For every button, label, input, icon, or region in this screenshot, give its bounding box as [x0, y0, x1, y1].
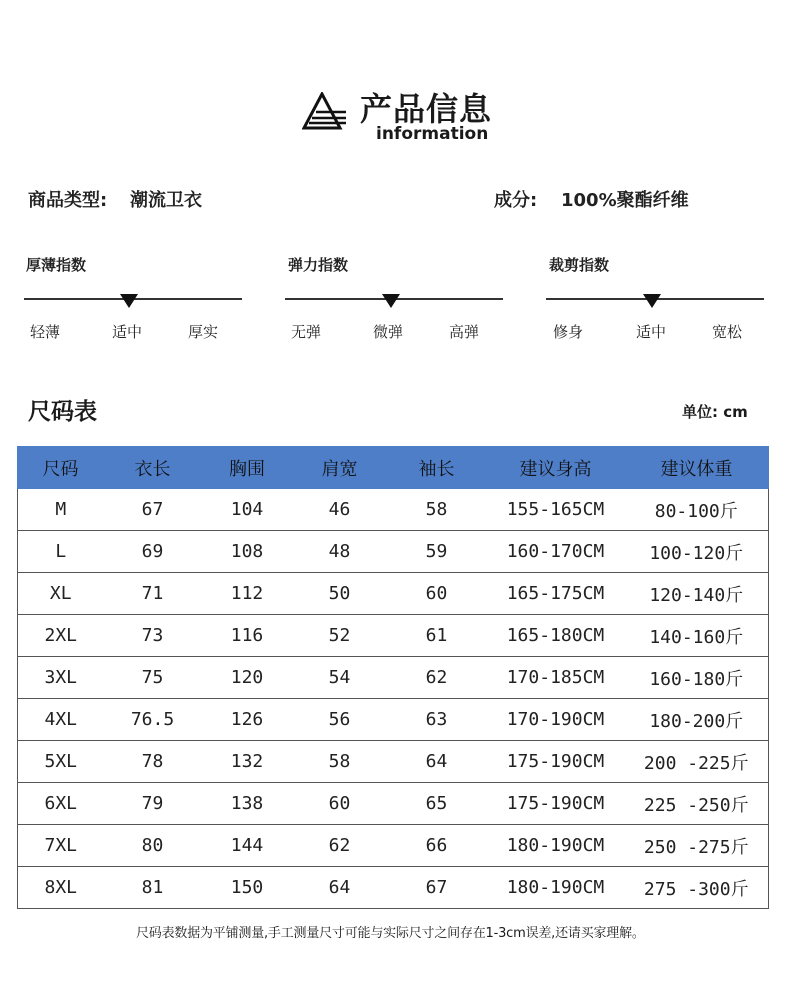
height-cell: 165-180CM: [487, 615, 625, 657]
length-cell: 81: [104, 867, 202, 909]
shoulder-cell: 48: [293, 531, 387, 573]
chest-cell: 112: [202, 573, 293, 615]
size-cell: L: [18, 531, 104, 573]
chest-cell: 150: [202, 867, 293, 909]
length-cell: 78: [104, 741, 202, 783]
size-table: [17, 446, 769, 909]
size-cell: 8XL: [18, 867, 104, 909]
thickness-indicator-icon: [120, 294, 138, 308]
sleeve-cell: 67: [387, 867, 487, 909]
sleeve-cell: 65: [387, 783, 487, 825]
table-row: [18, 783, 769, 825]
sleeve-cell: 58: [387, 489, 487, 531]
weight-cell: 140-160斤: [625, 615, 769, 657]
length-cell: 75: [104, 657, 202, 699]
sleeve-cell: 61: [387, 615, 487, 657]
elasticity-label-high: 高弹: [449, 323, 480, 341]
size-table-title: 尺码表: [28, 399, 97, 425]
elasticity-index-title: 弹力指数: [288, 256, 349, 274]
column-header: 袖长: [387, 447, 487, 489]
size-cell: 2XL: [18, 615, 104, 657]
table-row: [18, 825, 769, 867]
weight-cell: 225 -250斤: [625, 783, 769, 825]
chest-cell: 144: [202, 825, 293, 867]
length-cell: 71: [104, 573, 202, 615]
table-row: [18, 489, 769, 531]
sleeve-cell: 64: [387, 741, 487, 783]
product-type-value: 潮流卫衣: [130, 190, 202, 211]
size-cell: M: [18, 489, 104, 531]
thickness-index-title: 厚薄指数: [26, 256, 87, 274]
shoulder-cell: 56: [293, 699, 387, 741]
page-title: 产品信息: [360, 90, 493, 128]
weight-cell: 275 -300斤: [625, 867, 769, 909]
sleeve-cell: 59: [387, 531, 487, 573]
shoulder-cell: 50: [293, 573, 387, 615]
shoulder-cell: 46: [293, 489, 387, 531]
table-row: [18, 573, 769, 615]
length-cell: 79: [104, 783, 202, 825]
thickness-label-mid: 适中: [112, 323, 143, 341]
table-row: [18, 741, 769, 783]
elasticity-indicator-icon: [382, 294, 400, 308]
column-header: 衣长: [104, 447, 202, 489]
height-cell: 170-190CM: [487, 699, 625, 741]
cut-index-title: 裁剪指数: [549, 256, 610, 274]
chest-cell: 126: [202, 699, 293, 741]
cut-indicator-icon: [643, 294, 661, 308]
height-cell: 175-190CM: [487, 741, 625, 783]
page-subtitle: information: [376, 124, 489, 144]
length-cell: 80: [104, 825, 202, 867]
length-cell: 73: [104, 615, 202, 657]
chest-cell: 138: [202, 783, 293, 825]
weight-cell: 160-180斤: [625, 657, 769, 699]
length-cell: 69: [104, 531, 202, 573]
table-header-row: [18, 447, 769, 489]
elasticity-label-mid: 微弹: [373, 323, 404, 341]
weight-cell: 100-120斤: [625, 531, 769, 573]
chest-cell: 120: [202, 657, 293, 699]
shoulder-cell: 54: [293, 657, 387, 699]
elasticity-label-low: 无弹: [291, 323, 322, 341]
thickness-label-high: 厚实: [188, 323, 219, 341]
size-cell: 4XL: [18, 699, 104, 741]
size-cell: 6XL: [18, 783, 104, 825]
height-cell: 155-165CM: [487, 489, 625, 531]
height-cell: 170-185CM: [487, 657, 625, 699]
size-cell: 7XL: [18, 825, 104, 867]
chest-cell: 132: [202, 741, 293, 783]
sleeve-cell: 63: [387, 699, 487, 741]
weight-cell: 80-100斤: [625, 489, 769, 531]
chest-cell: 116: [202, 615, 293, 657]
column-header: 尺码: [18, 447, 104, 489]
shoulder-cell: 62: [293, 825, 387, 867]
column-header: 肩宽: [293, 447, 387, 489]
height-cell: 175-190CM: [487, 783, 625, 825]
size-cell: 3XL: [18, 657, 104, 699]
sleeve-cell: 62: [387, 657, 487, 699]
length-cell: 67: [104, 489, 202, 531]
cut-label-low: 修身: [553, 323, 584, 341]
height-cell: 180-190CM: [487, 825, 625, 867]
column-header: 胸围: [202, 447, 293, 489]
table-row: [18, 867, 769, 909]
table-row: [18, 657, 769, 699]
measurement-note: 尺码表数据为平铺测量,手工测量尺寸可能与实际尺寸之间存在1-3cm误差,还请买家理解。: [136, 926, 645, 941]
material-label: 成分:: [494, 190, 538, 211]
mountain-logo-icon: [302, 92, 348, 132]
column-header: 建议体重: [625, 447, 769, 489]
chest-cell: 104: [202, 489, 293, 531]
shoulder-cell: 64: [293, 867, 387, 909]
shoulder-cell: 60: [293, 783, 387, 825]
table-row: [18, 531, 769, 573]
height-cell: 165-175CM: [487, 573, 625, 615]
height-cell: 160-170CM: [487, 531, 625, 573]
weight-cell: 250 -275斤: [625, 825, 769, 867]
shoulder-cell: 52: [293, 615, 387, 657]
column-header: 建议身高: [487, 447, 625, 489]
cut-label-high: 宽松: [712, 323, 743, 341]
shoulder-cell: 58: [293, 741, 387, 783]
size-cell: 5XL: [18, 741, 104, 783]
sleeve-cell: 60: [387, 573, 487, 615]
product-type-label: 商品类型:: [28, 190, 108, 211]
sleeve-cell: 66: [387, 825, 487, 867]
table-row: [18, 699, 769, 741]
cut-label-mid: 适中: [636, 323, 667, 341]
height-cell: 180-190CM: [487, 867, 625, 909]
length-cell: 76.5: [104, 699, 202, 741]
table-row: [18, 615, 769, 657]
weight-cell: 200 -225斤: [625, 741, 769, 783]
size-cell: XL: [18, 573, 104, 615]
thickness-label-low: 轻薄: [30, 323, 61, 341]
weight-cell: 180-200斤: [625, 699, 769, 741]
unit-label: 单位: cm: [682, 403, 748, 421]
material-value: 100%聚酯纤维: [561, 190, 689, 211]
weight-cell: 120-140斤: [625, 573, 769, 615]
chest-cell: 108: [202, 531, 293, 573]
